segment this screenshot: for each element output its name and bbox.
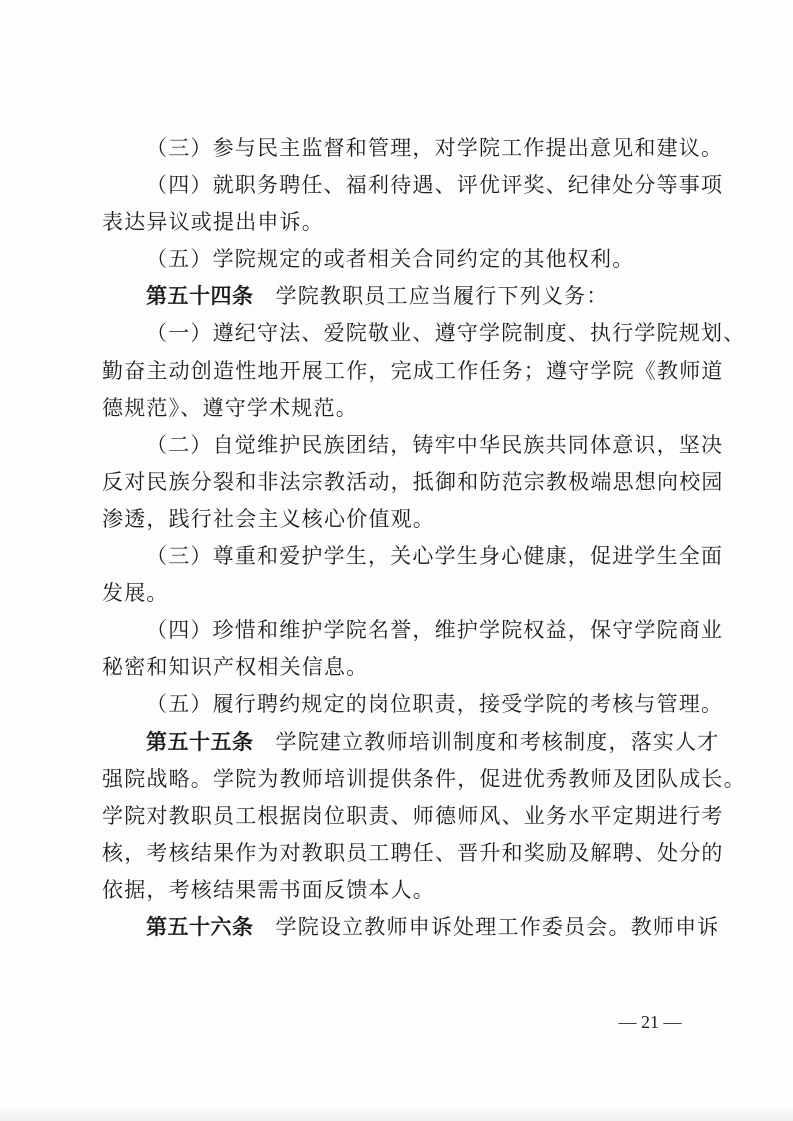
line-text: （四）珍惜和维护学院名誉，维护学院权益，保守学院商业	[146, 618, 724, 643]
line-text: 发展。	[102, 581, 169, 606]
line-text: （一）遵纪守法、爱院敬业、遵守学院制度、执行学院规划、	[146, 321, 746, 346]
article-number: 第五十六条	[146, 914, 254, 939]
line-text: 核，考核结果作为对教职员工聘任、晋升和奖励及解聘、处分的	[102, 840, 724, 865]
line-text: 学院建立教师培训制度和考核制度，落实人才	[275, 729, 720, 754]
text-line	[102, 241, 690, 278]
text-line	[102, 204, 690, 241]
line-text: 学院教职员工应当履行下列义务：	[275, 284, 609, 309]
line-text: （五）履行聘约规定的岗位职责，接受学院的考核与管理。	[146, 692, 724, 717]
line-text: 学院设立教师申诉处理工作委员会。教师申诉	[275, 914, 720, 939]
line-text: （三）尊重和爱护学生，关心学生身心健康，促进学生全面	[146, 544, 724, 569]
text-line	[102, 464, 724, 501]
text-line	[102, 130, 724, 167]
text-line	[102, 167, 724, 204]
text-line	[102, 315, 746, 352]
page-edge	[0, 1108, 793, 1121]
line-text: （五）学院规定的或者相关合同约定的其他权利。	[146, 247, 635, 272]
line-text: 秘密和知识产权相关信息。	[102, 655, 369, 680]
page-number: — 21 —	[618, 1012, 682, 1032]
line-text: 勤奋主动创造性地开展工作，完成工作任务；遵守学院《教师道	[102, 358, 724, 383]
line-text: 强院战略。学院为教师培训提供条件，促进优秀教师及团队成长。	[102, 766, 746, 791]
line-text: 表达异议或提出申诉。	[102, 210, 324, 235]
text-line	[102, 909, 720, 946]
text-line	[102, 278, 690, 315]
body-text	[102, 130, 746, 946]
line-text: 依据，考核结果需书面反馈本人。	[102, 877, 435, 902]
article-number: 第五十五条	[146, 729, 254, 754]
text-line	[102, 724, 720, 761]
article-number: 第五十四条	[146, 284, 254, 309]
line-text: 德规范》、遵守学术规范。	[102, 395, 358, 420]
text-line	[102, 872, 690, 909]
text-line	[102, 538, 724, 575]
line-text: 反对民族分裂和非法宗教活动，抵御和防范宗教极端思想向校园	[102, 469, 724, 494]
text-line	[102, 686, 724, 723]
text-line	[102, 501, 690, 538]
text-line	[102, 612, 724, 649]
line-text: （二）自觉维护民族团结，铸牢中华民族共同体意识，坚决	[146, 432, 724, 457]
line-text: 学院对教职员工根据岗位职责、师德师风、业务水平定期进行考	[102, 803, 724, 828]
line-text: （四）就职务聘任、福利待遇、评优评奖、纪律处分等事项	[146, 173, 724, 198]
text-line	[102, 427, 724, 464]
line-text: （三）参与民主监督和管理，对学院工作提出意见和建议。	[146, 136, 724, 160]
line-text: 渗透，践行社会主义核心价值观。	[102, 506, 435, 531]
text-line	[102, 798, 724, 835]
text-line	[102, 761, 746, 798]
text-line	[102, 649, 690, 686]
text-line	[102, 390, 690, 427]
text-line	[102, 835, 724, 872]
text-line	[102, 575, 690, 612]
text-line	[102, 353, 724, 390]
